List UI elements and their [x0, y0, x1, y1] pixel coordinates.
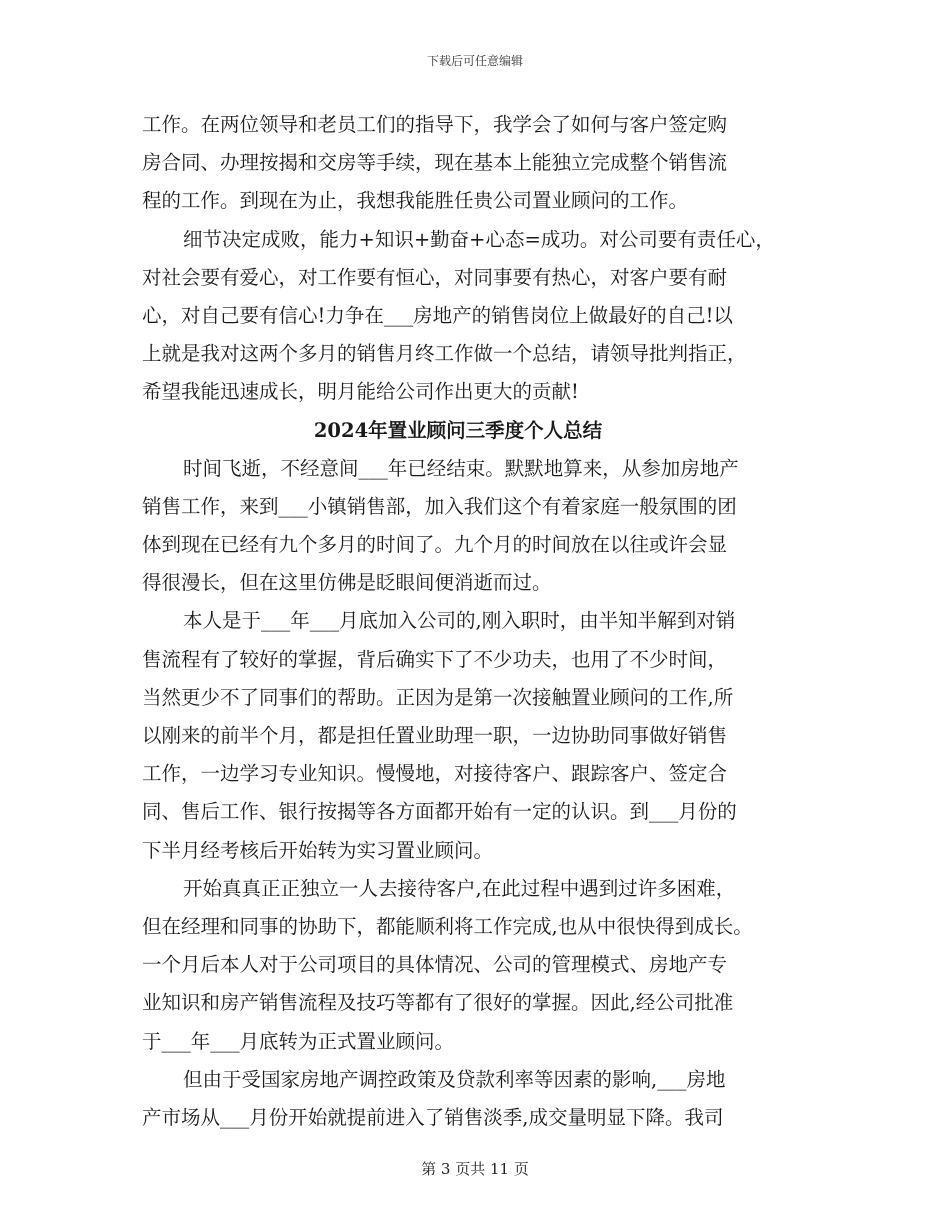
- text-line: 细节决定成败，能力+知识+勤奋+心态=成功。对公司要有责任心，: [183, 227, 775, 251]
- page-footer: 第 3 页共 11 页: [421, 1160, 529, 1178]
- text-line: 下半月经考核后开始转为实习置业顾问。: [142, 838, 494, 862]
- text-line: 工作，一边学习专业知识。慢慢地，对接待客户、跟踪客户、签定合: [142, 762, 728, 786]
- text-line: 工作。在两位领导和老员工们的指导下，我学会了如何与客户签定购: [142, 113, 728, 136]
- text-line: 希望我能迅速成长，明月能给公司作出更大的贡献!: [142, 380, 579, 404]
- text-line: 对社会要有爱心，对工作要有恒心，对同事要有热心，对客户要有耐: [142, 265, 728, 289]
- text-line: 于___年___月底转为正式置业顾问。: [142, 1029, 455, 1053]
- text-line: 以刚来的前半个月，都是担任置业助理一职，一边协助同事做好销售: [142, 724, 728, 747]
- text-line: 心，对自己要有信心!力争在___房地产的销售岗位上做最好的自己!以: [142, 303, 733, 327]
- text-line: 本人是于___年___月底加入公司的,刚入职时，由半知半解到对销: [183, 609, 736, 633]
- text-line: 上就是我对这两个多月的销售月终工作做一个总结，请领导批判指正，: [142, 342, 747, 366]
- text-line: 同、售后工作、银行按揭等各方面都开始有一定的认识。到___月份的: [142, 800, 737, 824]
- section-title: 2024年置业顾问三季度个人总结: [313, 418, 603, 442]
- text-line: 但由于受国家房地产调控政策及贷款利率等因素的影响,___房地: [183, 1067, 726, 1091]
- text-line: 产市场从___月份开始就提前进入了销售淡季,成交量明显下降。我司: [142, 1105, 724, 1129]
- text-line: 房合同、办理按揭和交房等手续，现在基本上能独立完成整个销售流: [142, 151, 728, 175]
- text-line: 时间飞逝，不经意间___年已经结束。默默地算来，从参加房地产: [183, 456, 739, 480]
- text-line: 程的工作。到现在为止，我想我能胜任贵公司置业顾问的工作。: [142, 189, 689, 213]
- text-line: 得很漫长，但在这里仿佛是眨眼间便消逝而过。: [142, 571, 552, 595]
- text-line: 业知识和房产销售流程及技巧等都有了很好的掌握。因此,经公司批准: [142, 991, 734, 1015]
- text-line: 体到现在已经有九个多月的时间了。九个月的时间放在以往或许会显: [142, 533, 728, 557]
- document-body: [142, 106, 802, 1137]
- text-line: 当然更少不了同事们的帮助。正因为是第一次接触置业顾问的工作,所: [142, 685, 734, 709]
- text-line: 开始真真正正独立一人去接待客户,在此过程中遇到过许多困难，: [183, 876, 736, 900]
- text-line: 售流程有了较好的掌握，背后确实下了不少功夫，也用了不少时间，: [142, 647, 728, 671]
- page-header-note: 下载后可任意编辑: [426, 54, 523, 68]
- text-line: 销售工作，来到___小镇销售部，加入我们这个有着家庭一般氛围的团: [142, 494, 737, 518]
- text-line: 一个月后本人对于公司项目的具体情况、公司的管理模式、房地产专: [142, 953, 728, 977]
- text-line: 但在经理和同事的协助下，都能顺利将工作完成,也从中很快得到成长。: [142, 914, 753, 938]
